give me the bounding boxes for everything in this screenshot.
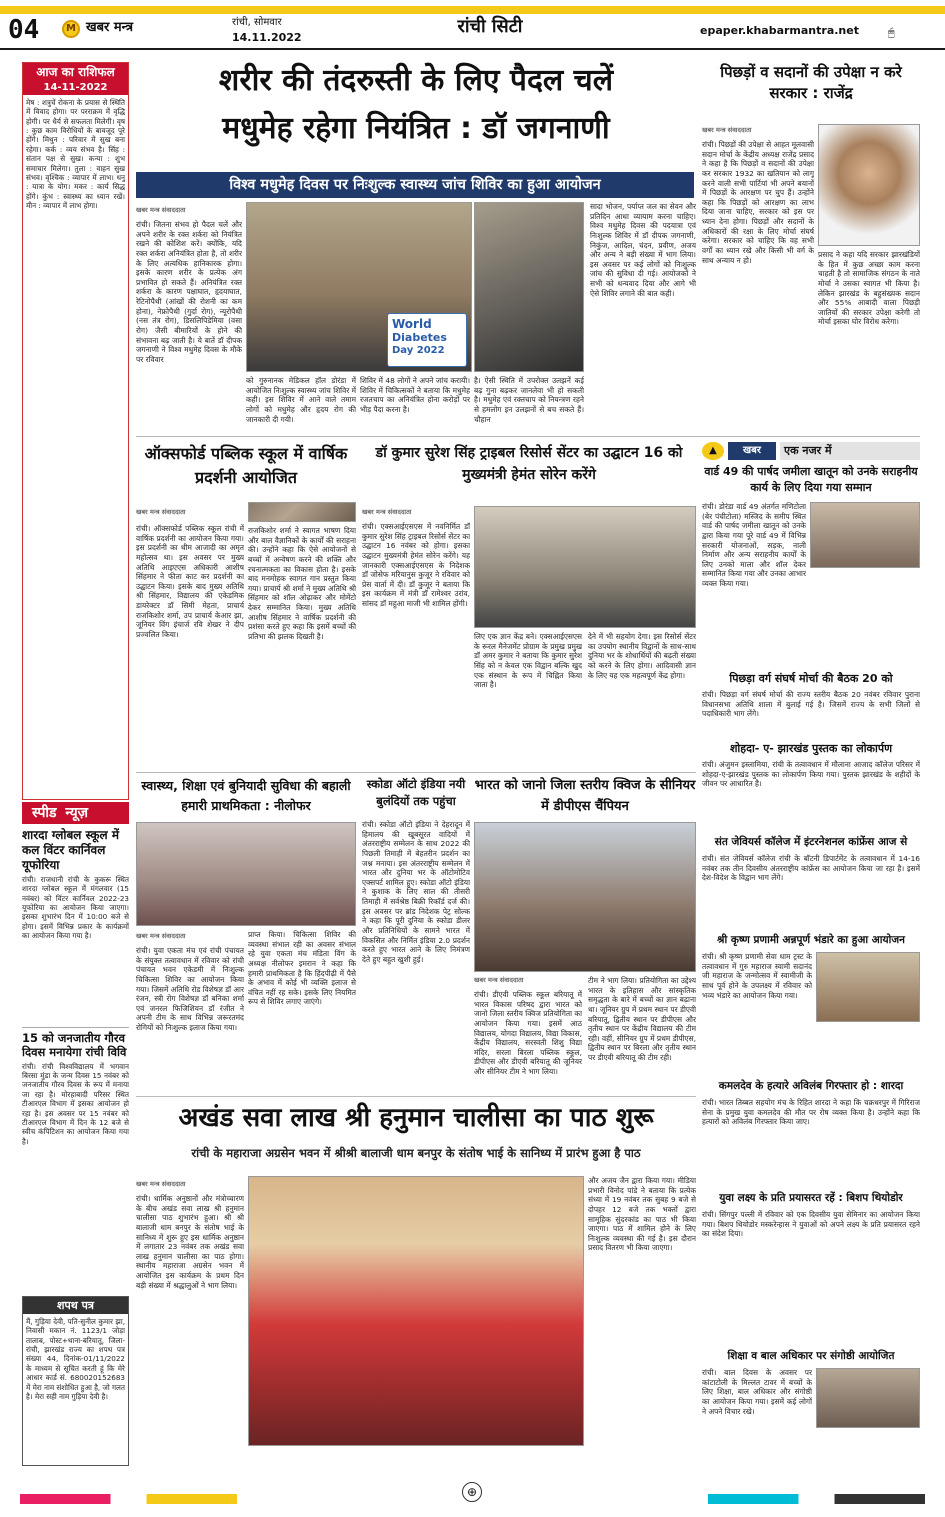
- oxford-byline: खबर मन्त्र संवाददाता: [136, 508, 186, 516]
- hanuman-byline: खबर मन्त्र संवाददाता: [136, 1180, 186, 1188]
- hanuman-headline: अखंड सवा लाख श्री हनुमान चालीसा का पाठ शुरू: [178, 1103, 654, 1133]
- oxford-headline: ऑक्सफोर्ड पब्लिक स्कूल में वार्षिक प्रदर्शनी आयोजित: [144, 444, 348, 487]
- lead-photo-banner: [387, 313, 467, 367]
- oxford-photo: [248, 502, 356, 522]
- speed-news-item1-title: शारदा ग्लोबल स्कूल में कल विंटर कार्निवल यूफोरिया: [22, 828, 119, 872]
- quiz-photo: [474, 822, 696, 972]
- lead-col4: है। ऐसी स्थिति में उपरोक्त उलझनें कई बढ़ गुना बढ़कर जानलेवा भी हो सकती है। मधुमेह एवं रक्तचाप को नियन्त्रण रहने से हमलोग इन उलझनों से बच सकते हैं। चौहान: [474, 376, 584, 424]
- tribal-text-2: लिए एक ज्ञान केंद्र बने। एक्सआईएसएस के रूरल मैनेजमेंट प्रोग्राम के प्रमुख प्रमुख डॉ अमर कुमार ने बताया कि कुमार सुरेश सिंह को न केवल एक विद्वान बल्कि खुद एक संस्थान के रूप में चिह्नित किया जाता है।: [474, 632, 582, 690]
- speed-news-label: [22, 802, 129, 824]
- quiz-headline: भारत को जानो जिला स्तरीय क्विज के सीनियर में डीपीएस चैंपियन: [474, 778, 696, 814]
- speed-label: स्पीड: [32, 805, 57, 821]
- nazar-4-text: रांची। संत जेवियर्स कॉलेज रांची के बॉटनी डिपार्टमेंट के तत्वावधान में 14-16 नवंबर तक तीन दिवसीय अंतरराष्ट्रीय कांफ्रेंस का आयोजन किया जा रहा है। इसमें देश-विदेश के विद्वान भाग लेंगे।: [702, 854, 920, 883]
- lead-byline: खबर मन्त्र संवाददाता: [136, 206, 186, 214]
- brand-name: खबर मन्त्र: [86, 20, 134, 35]
- news-label: न्यूज़: [65, 805, 89, 821]
- rashifal-date: 14-11-2022: [23, 81, 128, 95]
- issue-date: 14.11.2022: [232, 31, 302, 44]
- lead-col1: रांची। जितना संभव हो पैदल चलें और अपने शरीर के रक्त शर्करा को नियंत्रित रखने की कोशिश करें। क्योंकि, यदि रक्त शर्करा अनियंत्रित होता है, तो शरीर के लिए अत्यधिक हानिकारक होगा। इसके कारण शरीर के प्रत्येक अंग प्रभावित हो सकते हैं। अनियंत्रित रक्त शर्करा के कारण पक्षाघात, हृदयाघात, रेटिनोपैथी (आंखों की रोशनी का कम होना), नेफ्रोपैथी (गुर्दा रोग), न्यूरोपैथी (नस तंत्र रोग), डिसलिपिडेमिया (वसा रोग) जैसी बीमारियों के होने की संभावना बढ़ जाती है। ये बातें डॉ दीपक जगनाणी ने विश्व मधुमेह दिवस के मौके पर रविवार: [136, 220, 242, 364]
- tribal-headline: डॉ कुमार सुरेश सिंह ट्राइबल रिसोर्स सेंटर का उद्घाटन 16 को मुख्यमंत्री हेमंत सोरेन करेंगे: [375, 445, 683, 484]
- cursor-icon: 🖱: [888, 26, 895, 39]
- nazar-8-text: रांची। बाल दिवस के अवसर पर कांटाटोली के मिल्लत टावर में बच्चों के लिए शिक्षा, बाल अधिकार और संगोष्ठी का आयोजन किया गया। इसमें कई लोगों ने अपने विचार रखे।: [702, 1368, 812, 1416]
- nazar-6-title: कमलदेव के हत्यारे अविलंब गिरफ्तार हो : शारदा: [718, 1080, 904, 1092]
- nazar-7-title: युवा लक्ष्य के प्रति प्रयासरत रहें : बिशप थियोडोर: [719, 1192, 903, 1204]
- brand-logo-icon: M: [62, 20, 80, 38]
- lead-col2: को गुरुनानक मेडिकल हॉल डोरंडा में आयोजित निःशुल्क स्वास्थ्य जांच शिविर में कही। इस शिविर में आने वाले तमाम लोगों को मधुमेह और हृदय रोग की जानकारी दी गयी।: [246, 376, 356, 424]
- city-date: रांची, सोमवार: [232, 17, 282, 28]
- lead-photo-2: [474, 202, 584, 372]
- ek-nazar-icon: ▲: [702, 442, 724, 460]
- health-text: रांची। युवा एकता मंच एवं रांची पंचायत के संयुक्त तत्वावधान में रविवार को रांची पंचायत भवन एकेडमी में निःशुल्क चिकित्सा शिविर का आयोजन किया गया। जिसमें अतिथि रोड विशेषज्ञ डॉ आर रंजन, स्त्री रोग विशेषज्ञ डॉ बनिका शर्मा एवं जनरल फिजिशियन डॉ रंजीत ने अपनी टीम के साथ विभिन्न जरूरतमंद रोगियों को निःशुल्क इलाज किया गया।: [136, 946, 244, 1032]
- nazar-5-title: श्री कृष्ण प्रणामी अन्नपूर्ण भंडारे का हुआ आयोजन: [717, 934, 905, 946]
- nazar-2-text: रांची। पिछड़ा वर्ग संघर्ष मोर्चा की राज्य स्तरीय बैठक 20 नवंबर रविवार पुराना विधानसभा अतिथि शाला में बुलाई गई है। जिसमें राज्य के सभी जिलों से पदाधिकारी भाग लेंगे।: [702, 690, 920, 719]
- skoda-headline: स्कोडा ऑटो इंडिया नयी बुलंदियों तक पहुंचा: [366, 777, 466, 809]
- right-top-photo: [818, 124, 920, 246]
- lead-photo: [246, 202, 472, 372]
- nazar-5-photo: [816, 952, 920, 1022]
- nazar-2-title: पिछड़ा वर्ग संघर्ष मोर्चा की बैठक 20 को: [729, 672, 893, 685]
- right-top-text-a: रांची। पिछड़ों की उपेक्षा से आहत मूलवासी सदान मोर्चा के केंद्रीय अध्यक्ष राजेंद्र प्रसाद ने कहा है कि पिछड़ों व सदानों की उपेक्षा कर सरकार 1932 का खतियान को लागू करने वाली सभी पार्टियां भी अपने बयानों में पिछड़ों के आरक्षण पर चुप हैं। उन्होंने कहा कि पिछड़ों को आरक्षण का लाभ दिया जाना चाहिए, सरकार को इस पर ध्यान देना होगा। पिछड़ों और सदानों के अधिकारों की रक्षा के लिए मोर्चा संघर्ष करेगा। सरकार को चाहिए कि वह सभी वर्गों का ध्यान रखे और किसी भी वर्ग के साथ अन्याय न हो।: [702, 140, 814, 265]
- quiz-text-2: टीम ने भाग लिया। प्रतियोगिता का उद्देश्य भारत के इतिहास और सांस्कृतिक समृद्धता के बारे में बच्चों का ज्ञान बढ़ाना था। जूनियर ग्रुप में प्रथम स्थान पर डीएवी बरियातू, द्वितीय स्थान पर डीपीएस और तृतीय स्थान पर केंद्रीय विद्यालय की टीम रही। वहीं, सीनियर ग्रुप में प्रथम डीपीएस, द्वितीय स्थान पर बिरला और तृतीय स्थान पर डीएवी बरियातू की टीम रही।: [588, 976, 696, 1062]
- tribal-text: रांची। एक्सआईएसएस में नवनिर्मित डॉ कुमार सुरेश सिंह ट्राइबल रिसोर्स सेंटर का उद्घाटन 16 नवंबर को होगा। इसका उद्घाटन मुख्यमंत्री हेमंत सोरेन करेंगे। यह जानकारी एक्सआईएसएस के निदेशक डॉ जोसेफ मरियानुस कुजूर ने रविवार को प्रेस वार्ता में दी। डॉ कुजूर ने बताया कि इस कार्यक्रम में मंत्री डॉ रामेश्वर उरांव, सांसद डॉ महुआ माजी भी शामिल होंगी।: [362, 522, 470, 608]
- ek-nazar-label-b: एक नजर में: [780, 442, 920, 460]
- rashifal-box: [22, 62, 129, 800]
- website-link[interactable]: epaper.khabarmantra.net: [700, 24, 859, 37]
- ek-nazar-label-a: खबर: [728, 442, 776, 460]
- health-photo: [136, 822, 356, 926]
- nazar-8-title: शिक्षा व बाल अधिकार पर संगोष्ठी आयोजित: [727, 1350, 895, 1362]
- skoda-text: रांची। स्कोडा ऑटो इंडिया ने देहरादून में हिमालय की खूबसूरत वादियों में अंतरराष्ट्रीय सम्मेलन के साथ 2022 की पिछली तिमाही में बेहतरीन प्रदर्शन का जश्न मनाया। इस अंतरराष्ट्रीय सम्मेलन में भारत और दुनिया भर के ऑटोमोटिव एक्सपर्ट शामिल हुए। स्कोडा ऑटो इंडिया ने कुशाक के लिए साल की तीसरी तिमाही में सर्वश्रेष्ठ बिक्री रिकॉर्ड दर्ज की। इस अवसर पर ब्रांड निदेशक पेट्र सोल्क ने कहा कि पूरी दुनिया के स्कोडा डीलर और प्रतिनिधियों के सामने भारत में विकसित और निर्मित इंडिया 2.0 प्रदर्शन करते हुए भारत आने के लिए निमंत्रण देते हुए बहुत खुशी हुई।: [362, 820, 470, 964]
- quiz-byline: खबर मन्त्र संवाददाता: [474, 976, 524, 984]
- rashifal-text: मेष : शत्रुचें रोकना के प्रयास से स्थिति में विवाद होगा। पर परराक्रम में वृद्धि होगी। पर धैर्य से सफलता मिलेगी। वृष : कुछ काम विरोधियों के बावजूद पूरे होंगे। मिथुन : परिवार में सुख बना रहेगा। कर्क : व्यय संभव है। सिंह : संतान पक्ष से सुख। कन्या : शुभ समाचार मिलेगा। तुला : वाहन सुख संभव। वृश्चिक : व्यापार में लाभ। धनु : यात्रा के योग। मकर : कार्य सिद्ध होंगे। कुंभ : स्वास्थ्य का ध्यान रखें। मीन : व्यापार में लाभ होगा।: [26, 98, 125, 210]
- nazar-6-text: रांची। भारत तिब्बत सहयोग मंच के रिहित शारदा ने कहा कि चक्रधरपुर में गिरिराज सेना के प्रमुख युवा कमलदेव की मौत पर रोष व्यक्त किया है। उन्होंने कहा कि हत्यारों को अविलंब गिरफ्तार किया जाए।: [702, 1098, 920, 1127]
- nazar-1-photo: [810, 502, 920, 568]
- registration-mark-icon: ⊕: [462, 1482, 482, 1502]
- page-number: 04: [8, 15, 40, 45]
- right-top-text-b: प्रसाद ने कहा यदि सरकार झारखंडियों के हित में कुछ अच्छा काम करना चाहती है तो सामाजिक संगठन के नाते मोर्चा ने उसका स्वागत भी किया है। लेकिन झारखंड के बहुसंख्यक सदान और 55% आबादी वाला पिछड़ी जातियों की सरकार उपेक्षा करेगी तो मोर्चा इसका घोर विरोध करेगा।: [818, 250, 920, 327]
- nazar-4-title: संत जेवियर्स कॉलेज में इंटरनेशनल कांफ्रेंस आज से: [714, 836, 908, 848]
- quiz-text: रांची। डीएवी पब्लिक स्कूल बरियातू में भारत विकास परिषद द्वारा भारत को जानो जिला स्तरीय क्विज प्रतियोगिता का आयोजन किया गया। इसमें आठ विद्यालय, योगदा विद्यालय, विद्या विकास, केंद्रीय विद्यालय, सरस्वती शिशु विद्या मंदिर, सरला बिरला पब्लिक स्कूल, डीपीएस और डीएवी बरियातू की जूनियर और सीनियर टीम ने भाग लिया।: [474, 990, 582, 1076]
- hanuman-subhead: रांची के महाराजा अग्रसेन भवन में श्रीश्री बालाजी धाम बनपुर के संतोष भाई के सानिध्य में प्रारंभ हुआ है पाठ: [191, 1146, 641, 1160]
- nazar-1-title: वार्ड 49 की पार्षद जमीला खातून को उनके सराहनीय कार्य के लिए दिया गया सम्मान: [704, 465, 918, 494]
- lead-subhead: विश्व मधुमेह दिवस पर निःशुल्क स्वास्थ्य जांच शिविर का हुआ आयोजन: [136, 172, 694, 198]
- tribal-photo: [474, 506, 696, 628]
- nazar-1-text: रांची। डोरंडा वार्ड 49 अंतर्गत मणिटोला (बेर पंचीटोला) मस्जिद के समीप स्थित वार्ड की पार्षद जमीला खातून को उनके द्वारा किया गया पूरे वार्ड 49 में विभिन्न सरकारी योजनाओं, सड़क, नाली निर्माण और अन्य सराहनीय कार्यों के लिए उनको माला और शॉल देकर सम्मानित किया गया और उनका आभार व्यक्त किया गया।: [702, 502, 806, 588]
- nazar-8-photo: [816, 1368, 920, 1428]
- health-byline: खबर मन्त्र संवाददाता: [136, 932, 186, 940]
- banner-line-2: Diabetes: [392, 331, 447, 344]
- divider-3: [136, 1096, 696, 1097]
- rashifal-title: आज का राशिफल: [23, 63, 128, 81]
- banner-line-3: Day 2022: [392, 345, 445, 356]
- health-headline: स्वास्थ्य, शिक्षा एवं बुनियादी सुविधा की बहाली हमारी प्राथमिकता : नीलोफर: [141, 778, 351, 813]
- speed-news-item1-text: रांची। राजधानी रांची के कुकरू स्थित शारदा ग्लोबल स्कूल में मंगलवार (15 नवंबर) को विंटर कार्निवल 2022-23 यूफोरिया का आयोजन किया जाएगा। इसका शुभारंभ दिन में 10:00 बजे से होगा। इसमें विभिन्न प्रकार के कार्यक्रमों का आयोजन किया गया है।: [22, 875, 129, 941]
- nazar-3-text: रांची। अंजुमन इस्लामिया, रांची के तत्वावधान में मौलाना आजाद कॉलेज परिसर में शोहदा-ए-झारखंड पुस्तक का लोकार्पण किया गया। पुस्तक झारखंड के शहीदों के जीवन पर आधारित है।: [702, 760, 920, 789]
- tribal-byline: खबर मन्त्र संवाददाता: [362, 508, 412, 516]
- right-top-headline: पिछड़ों व सदानों की उपेक्षा न करे सरकार : राजेंद्र: [720, 63, 902, 102]
- nazar-5-text: रांची। श्री कृष्ण प्रणामी सेवा धाम ट्रस्ट के तत्वावधान में गुरु महाराज स्वामी सदानंद जी महाराज के जन्मोत्सव में स्वामीजी के साथ पूर्व होने के उपलक्ष्य में रविवार को भव्य भंडारे का आयोजन किया गया।: [702, 952, 812, 1000]
- hanuman-photo: [248, 1176, 584, 1446]
- shapath-text: मैं, गुड़िया देवी, पति-सुनील कुमार झा, निवासी मकान नं. 1123/1 जोड़ा तालाब, पोस्ट+थाना-बरियातू, जिला-रांची, झारखंड राज्य का शपथ पत्र संख्या 44, दिनांक-01/11/2022 के माध्यम से सूचित करती हूं कि मेरे आधार कार्ड सं. 680020152683 में मेरा नाम संशोधित हुआ है, जो गलत है। मेरा सही नाम गुड़िया देवी है।: [26, 1317, 126, 1401]
- divider-2: [136, 772, 696, 773]
- nazar-7-text: रांची। सिंगपुर पल्ली में रविवार को एक दिवसीय युवा सेमिनार का आयोजन किया गया। बिशप थियोडोर मस्करेन्हास ने युवाओं को अपने लक्ष्य के प्रति प्रयासरत रहने का संदेश दिया।: [702, 1210, 920, 1239]
- speed-news-item2-title: 15 को जनजातीय गौरव दिवस मनायेगा रांची विवि: [22, 1027, 129, 1060]
- section-title: रांची सिटी: [457, 16, 523, 37]
- right-top-byline: खबर मन्त्र संवाददाता: [702, 126, 752, 134]
- tribal-text-3: देने में भी सहयोग देगा। इस रिसोर्स सेंटर का उपयोग स्थानीय विद्वानों के साथ-साथ दुनिया भर के शोधार्थियों की बढ़ती संख्या को करने के लिए होगा। आदिवासी ज्ञान के लिए यह एक महत्वपूर्ण केंद्र होगा।: [588, 632, 696, 680]
- shapath-box: [22, 1296, 129, 1466]
- shapath-title: शपथ पत्र: [23, 1297, 128, 1314]
- lead-col5: सादा भोजन, पर्याप्त जल का सेवन और प्रतिदिन आधा व्यायाम करना चाहिए। विश्व मधुमेह दिवस की पदयात्रा एवं निःशुल्क शिविर में डॉ दीपक जगनाणी, निकुंज, आदिल, चंदन, प्रवीण, अजय और अन्य ने बड़ी संख्या में भाग लिया। इस अवसर पर कई लोगों को निःशुल्क जांच की सुविधा दी गई। आयोजकों ने सभी को धन्यवाद दिया और आगे भी ऐसे शिविर लगाने की बात कही।: [590, 202, 696, 298]
- oxford-text-2: राजकिशोर शर्मा ने स्वागत भाषण दिया और बाल वैज्ञानिकों के कार्यों की सराहना की। उन्होंने कहा कि ऐसे आयोजनों से बच्चों में अन्वेषण करने की शक्ति और रचनात्मकता का विकास होता है। इसके बाद मनमोहक स्वागत गान प्रस्तुत किया गया। प्राचार्य श्री शर्मा ने मुख्य अतिथि श्री सिंहमार को शॉल ओढ़ाकर और मोमेंटो देकर सम्मानित किया। मुख्य अतिथि आशीष सिंहमार ने वार्षिक प्रदर्शनी की प्रशंसा करते हुए कहा कि इसमें बच्चों की प्रतिभा की झलक दिखती है।: [248, 526, 356, 641]
- hanuman-text: रांची। धार्मिक अनुष्ठानों और मंत्रोच्चारण के बीच अखंड सवा लाख श्री हनुमान चालीसा पाठ शुभारंभ हुआ। श्री श्री बालाजी धाम बनपुर के संतोष भाई के सानिध्य में शुरू हुए इस धार्मिक अनुष्ठान में लगातार 23 नवंबर तक अखंड सवा लाख हनुमान चालीसा का पाठ होगा। स्थानीय महाराजा अग्रसेन भवन में आयोजित इस कार्यक्रम के प्रथम दिन बड़ी संख्या में श्रद्धालुओं ने भाग लिया।: [136, 1194, 244, 1290]
- health-text-2: प्राप्त किया। चिकित्सा शिविर की व्यवस्था संभाल रही का अवसर संभाल रहे युवा एकता मंच मंडिता विंग के अध्यक्ष नीलोफर इमरान ने कहा कि हमारी प्राथमिकता है कि हिंदपीढ़ी में पैसे के अभाव में कोई भी व्यक्ति इलाज से वंचित नहीं रह सके। इसके लिए नियमित रूप से शिविर लगाए जाएंगे।: [248, 930, 356, 1007]
- divider: [136, 436, 920, 437]
- oxford-text: रांची। ऑक्सफोर्ड पब्लिक स्कूल रांची में वार्षिक प्रदर्शनी का आयोजन किया गया। इस प्रदर्शनी का थीम आजादी का अमृत महोत्सव था। इस अवसर पर मुख्य अतिथि आइएएस अधिकारी आशीष सिंहमार ने फीता काट कर प्रदर्शनी का उद्घाटन किया। इसके बाद मुख्य अतिथि श्री सिंहमार, विद्यालय की एकेडमिक डायरेक्टर डॉ सिमी मेहता, प्राचार्य राजकिशोर शर्मा, उप प्राचार्य केआर झा, जूनियर विंग इंचार्ज रवि शेखर ने दीप प्रज्वलित किया।: [136, 524, 244, 639]
- lead-headline-1: शरीर की तंदरुस्ती के लिए पैदल चलें: [218, 63, 614, 98]
- nazar-1-text-cont: [810, 572, 920, 668]
- hanuman-text-2: और अजय जैन द्वारा किया गया। मीडिया प्रभारी विनोद पांडे ने बताया कि प्रत्येक संध्या में 19 नवंबर तक सुबह 9 बजे से दोपहर 12 बजे तक भक्तों द्वारा सामूहिक सुंदरकांड का पाठ भी किया जाएगा। पाठ में शामिल होने के लिए निःशुल्क व्यवस्था की गई है। इस दौरान प्रसाद वितरण भी किया जाएगा।: [588, 1176, 696, 1253]
- lead-col3: शिविर में 48 लोगों ने अपने जांच करायी। शिविर में चिकित्सकों ने बताया कि मधुमेह रजतचाप का अनियंत्रित होना करोड़ों पर भीड़ पैदा करना है।: [360, 376, 470, 414]
- speed-news-item2-text: रांची। रांची विश्वविद्यालय में भगवान बिरसा मुंडा के जन्म दिवस 15 नवंबर को जनजातीय गौरव दिवस के रूप में मनाया जा रहा है। मोरहाबादी परिसर स्थित टीआरएल विभाग में इसका आयोजन हो रहा है। इस अवसर पर 15 नवंबर को टीआरएल विभाग में दिन के 12 बजे से स्वीच कंपिटिशन का आयोजन किया गया है।: [22, 1061, 129, 1146]
- masthead: [0, 0, 945, 56]
- nazar-3-title: शोहदा- ए- झारखंड पुस्तक का लोकार्पण: [729, 742, 893, 755]
- ek-nazar-header: [702, 442, 920, 460]
- banner-line-1: World: [392, 317, 432, 331]
- lead-headline-2: मधुमेह रहेगा नियंत्रित : डॉ जगनाणी: [222, 111, 610, 146]
